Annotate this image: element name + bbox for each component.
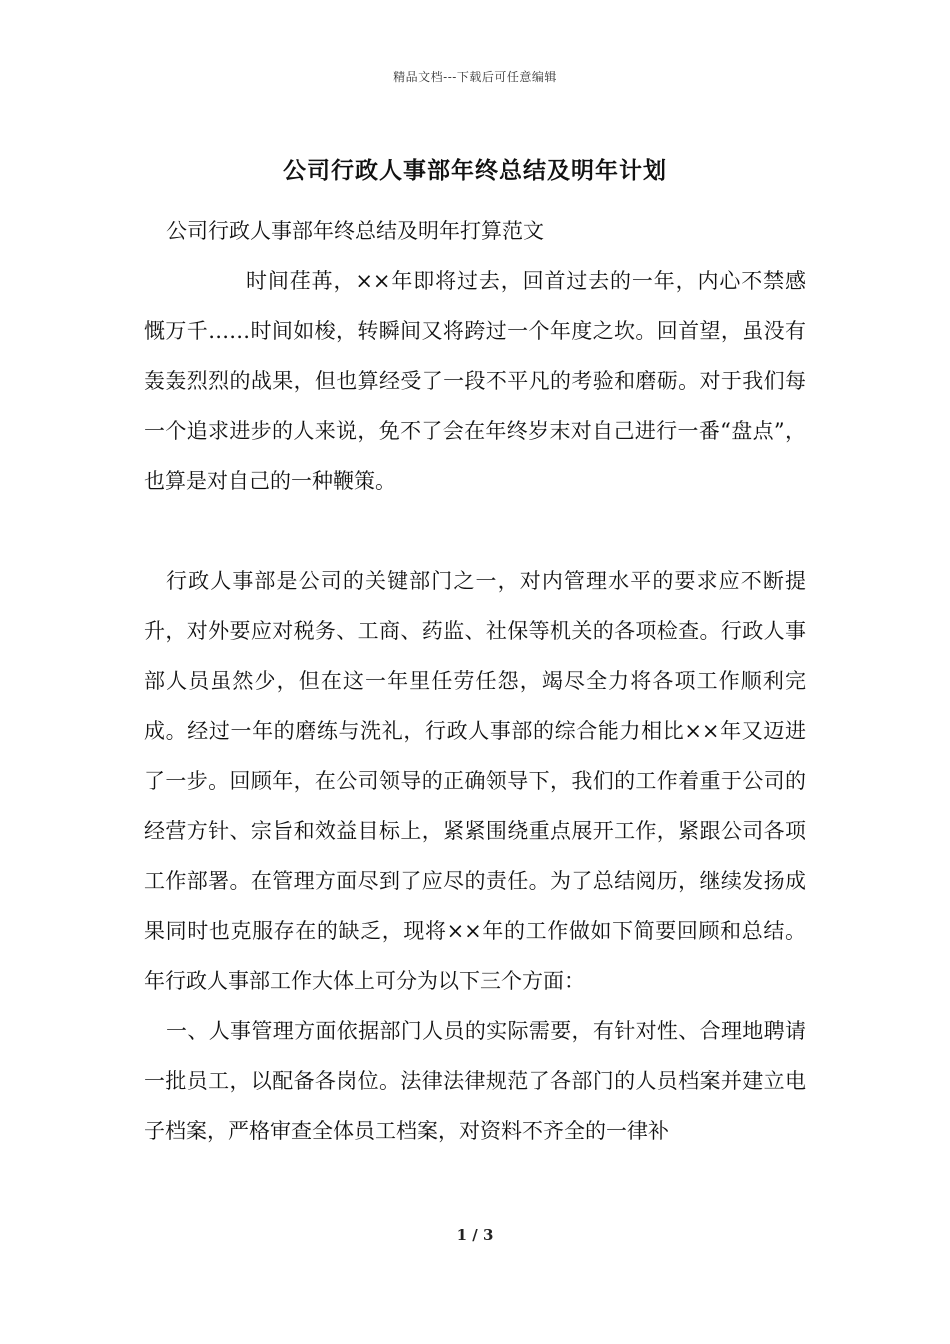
document-body [144,206,806,1156]
paragraph-spacer [144,506,806,556]
document-title: 公司行政人事部年终总结及明年计划 [283,157,667,184]
paragraph-intro: 时间荏苒，××年即将过去，回首过去的一年，内心不禁感慨万千……时间如梭，转瞬间又将跨过一个年度之坎。回首望，虽没有轰轰烈烈的战果，但也算经受了一段不平凡的考验和磨砺。对于我们每一个追求进步的人来说，免不了会在年终岁末对自己进行一番“盘点”，也算是对自己的一种鞭策。 [144,269,806,493]
paragraph-personnel-management: 一、人事管理方面依据部门人员的实际需要，有针对性、合理地聘请一批员工，以配备各岗位。法律法律规范了各部门的人员档案并建立电子档案，严格审查全体员工档案，对资料不齐全的一律补 [144,1019,806,1143]
paragraph-department-overview: 行政人事部是公司的关键部门之一，对内管理水平的要求应不断提升，对外要应对税务、工商、药监、社保等机关的各项检查。行政人事部人员虽然少，但在这一年里任劳任怨，竭尽全力将各项工作顺利完成。经过一年的磨练与洗礼，行政人事部的综合能力相比××年又迈进了一步。回顾年，在公司领导的正确领导下，我们的工作着重于公司的经营方针、宗旨和效益目标上，紧紧围绕重点展开工作，紧跟公司各项工作部署。在管理方面尽到了应尽的责任。为了总结阅历，继续发扬成果同时也克服存在的缺乏，现将××年的工作做如下简要回顾和总结。年行政人事部工作大体上可分为以下三个方面： [144,569,806,993]
page-number: 1 / 3 [456,1226,494,1244]
document-subtitle: 公司行政人事部年终总结及明年打算范文 [166,219,544,243]
header-note: 精品文档---下载后可任意编辑 [393,70,557,84]
